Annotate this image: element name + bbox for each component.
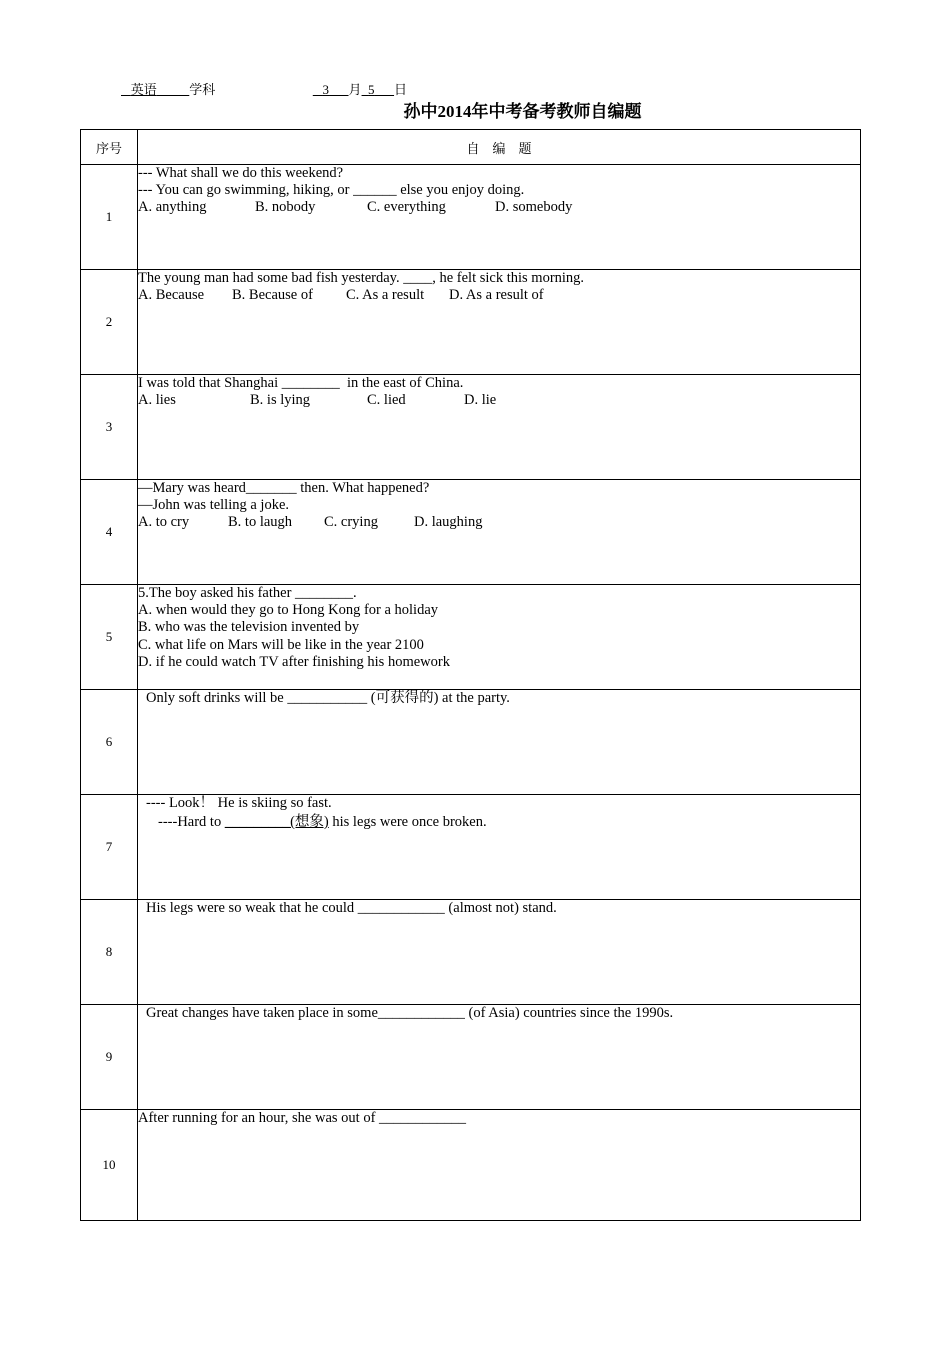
option-d: D. As a result of <box>449 287 544 304</box>
question-line <box>138 814 860 831</box>
question-body <box>138 375 861 480</box>
subject-field: 英语 <box>130 82 157 97</box>
subject-suffix: 学科 <box>189 82 216 97</box>
option-d: D. somebody <box>495 199 573 216</box>
option-a: A. to cry <box>138 514 190 531</box>
option-c: C. As a result <box>346 287 425 304</box>
options-row <box>138 514 860 531</box>
question-number: 5 <box>81 585 138 690</box>
options-row <box>138 392 860 409</box>
table-header-row <box>81 130 861 165</box>
question-line: The young man had some bad fish yesterday. ____, he felt sick this morning. <box>138 270 585 286</box>
question-number: 8 <box>81 900 138 1005</box>
option-b: B. to laugh <box>228 514 293 531</box>
question-number: 4 <box>81 480 138 585</box>
question-number: 2 <box>81 270 138 375</box>
option-b: B. nobody <box>255 199 316 216</box>
question-number: 9 <box>81 1005 138 1110</box>
option-d: D. lie <box>464 392 497 409</box>
question-table <box>80 129 861 1221</box>
day-label: 日 <box>394 82 408 97</box>
question-number: 1 <box>81 165 138 270</box>
question-body <box>138 480 861 585</box>
question-body <box>138 690 861 795</box>
question-line: His legs were so weak that he could ____________ (almost not) stand. <box>146 900 557 916</box>
table-row <box>81 585 861 690</box>
table-row <box>81 270 861 375</box>
table-row <box>81 165 861 270</box>
option-c: C. lied <box>367 392 406 409</box>
question-body <box>138 900 861 1005</box>
table-row <box>81 1005 861 1110</box>
table-row <box>81 690 861 795</box>
question-line: --- What shall we do this weekend? <box>138 165 344 181</box>
question-number: 3 <box>81 375 138 480</box>
question-body <box>138 1110 861 1221</box>
question-body <box>138 795 861 900</box>
question-body <box>138 1005 861 1110</box>
question-number: 6 <box>81 690 138 795</box>
options-row <box>138 287 860 304</box>
table-row <box>81 900 861 1005</box>
page-title: 孙中2014年中考备考教师自编题 <box>403 102 642 121</box>
question-body <box>138 165 861 270</box>
option-a: A. Because <box>138 287 205 304</box>
question-number: 7 <box>81 795 138 900</box>
option-d: D. laughing <box>414 514 483 531</box>
option-c: C. everything <box>367 199 446 216</box>
col-header-question: 自 编 题 <box>138 130 861 165</box>
question-line: B. who was the television invented by <box>138 619 360 636</box>
question-line: 5.The boy asked his father ________. <box>138 585 357 601</box>
option-b: B. is lying <box>250 392 311 409</box>
question-line: Only soft drinks will be ___________ (可获得的) at the party. <box>146 690 510 706</box>
question-line: —Mary was heard_______ then. What happened? <box>138 480 430 496</box>
option-c: C. crying <box>324 514 378 531</box>
option-a: A. anything <box>138 199 207 216</box>
table-row <box>81 375 861 480</box>
option-a: A. lies <box>138 392 176 409</box>
question-line: D. if he could watch TV after finishing his homework <box>138 653 450 670</box>
question-line: ---- Look！ He is skiing so fast. <box>146 795 332 811</box>
question-line: Great changes have taken place in some____________ (of Asia) countries since the 1990s. <box>146 1005 674 1021</box>
month-label: 月 <box>348 82 362 97</box>
question-line: After running for an hour, she was out of ____________ <box>138 1110 467 1126</box>
question-line: I was told that Shanghai ________ in the east of China. <box>138 375 464 391</box>
question-body <box>138 270 861 375</box>
question-number: 10 <box>81 1110 138 1221</box>
options-row <box>138 199 860 216</box>
line-suffix: his legs were once broken. <box>328 814 487 831</box>
question-line: C. what life on Mars will be like in the year 2100 <box>138 636 424 653</box>
option-b: B. Because of <box>232 287 313 304</box>
table-row <box>81 795 861 900</box>
col-header-number: 序号 <box>81 130 138 165</box>
header-line <box>121 79 407 98</box>
question-line: —John was telling a joke. <box>138 497 290 514</box>
table-row <box>81 1110 861 1221</box>
month-field: 3 <box>322 82 330 97</box>
answer-blank: _________(想象) <box>224 814 329 831</box>
question-line: A. when would they go to Hong Kong for a holiday <box>138 602 439 619</box>
day-field: 5 <box>368 82 375 97</box>
table-row <box>81 480 861 585</box>
question-line: --- You can go swimming, hiking, or ______ else you enjoy doing. <box>138 182 525 199</box>
question-body <box>138 585 861 690</box>
line-prefix: ----Hard to <box>158 814 225 831</box>
